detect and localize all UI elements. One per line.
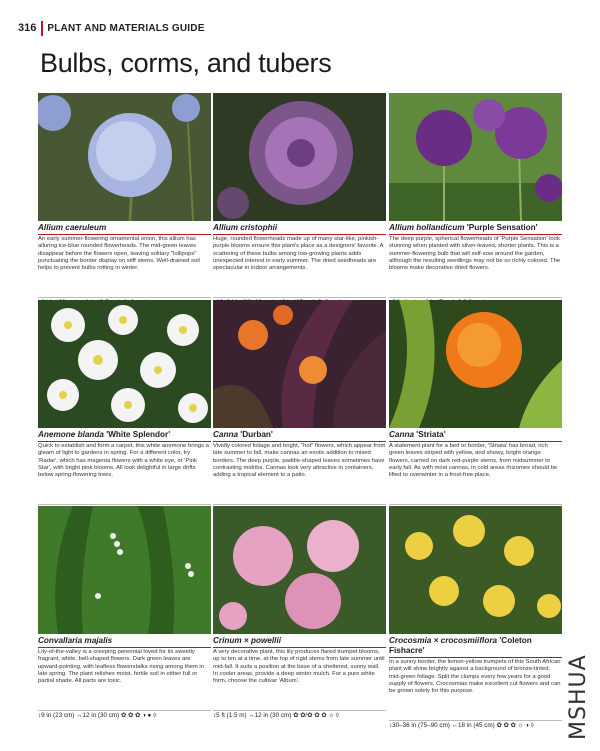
plant-card bbox=[389, 300, 562, 513]
plant-description: The deep purple, spherical flowerheads of 'Purple Sensation' look stunning when planted with silver-leaved, shorter plants. This is a summer-flowering bulb that will self-sow around the garden, although the resulting seedlings may not be so richly colored. The blooms make decorative dried flowers. bbox=[389, 236, 561, 272]
plant-card bbox=[213, 506, 386, 719]
plant-cultivar: 'White Splendor' bbox=[103, 430, 171, 439]
plant-cultivar: 'Purple Sensation' bbox=[464, 223, 538, 232]
plant-card bbox=[38, 506, 211, 719]
plant-name: Allium caeruleum bbox=[38, 223, 107, 232]
plant-description: Vividly colored foliage and bright, "hot" flowers, which appear from late summer to fall, make cannas an exotic addition to mixed borders. The deep purple, paddle-shaped leaves sometimes have contrasting midribs. Cannas look very attractive in containers, adding a tropical element to a patio. bbox=[213, 443, 386, 479]
plant-name: Anemone blanda bbox=[38, 430, 104, 439]
plant-photo bbox=[213, 300, 386, 428]
plant-description: In a sunny border, the lemon-yellow trumpets of this South African plant will shine brightly against a background of bronze-tinted, mid-green foliage. Split the clumps every few years for a good supply of flowers. Crocosmias make excellent cut flowers and can be grown solely for this purpose. bbox=[389, 659, 561, 695]
plant-photo bbox=[389, 300, 562, 428]
plant-name: Allium cristophii bbox=[213, 223, 278, 232]
plant-card bbox=[38, 300, 211, 513]
plant-photo bbox=[389, 93, 562, 221]
plant-name: Canna bbox=[389, 430, 415, 439]
plant-photo bbox=[38, 300, 211, 428]
plant-cultivar: 'Coleton Fishacre' bbox=[389, 636, 532, 655]
watermark: MSHUA bbox=[566, 654, 591, 740]
plant-card bbox=[213, 300, 386, 513]
plant-photo bbox=[38, 506, 211, 634]
page-number: 316 bbox=[18, 22, 37, 34]
page-header bbox=[18, 20, 205, 36]
plant-card bbox=[389, 93, 562, 306]
plant-description: Quick to establish and form a carpet, this white anemone brings a gleam of light to gardens in spring. For a different color, try 'Radar', which has magenta flowers with a white eye, or 'Pink Star', with bright pink blooms. All look delightful in large drifts below spring-flowering trees. bbox=[38, 443, 209, 479]
plant-stats: ↕5 ft (1.5 m) ↔12 in (30 cm) ✿ ✿/✿ ✿ ✿ ☼ ◊ bbox=[213, 710, 386, 719]
plant-description: A statement plant for a bed or border, 'Striata' has broad, rich green leaves striped with yellow, and showy, bright orange flowers, carried on dark red-purple stems, from midsummer to early fall. As with most cannas, in cold areas rhizomes should be lifted to overwinter in a frost-free place. bbox=[389, 443, 558, 479]
plant-description: Lily-of-the-valley is a creeping perennial loved for its sweetly fragrant, white, bell-shaped flowers. Dark green leaves are upward-pointing, with leafless flowerstalks rising among them in late spring. The plant relishes moist, fertile soil in either full or partial shade. All parts are toxic. bbox=[38, 649, 204, 685]
plant-description: Huge, rounded flowerheads made up of many star-like, pinkish-purple blooms ensure this plant's place as a designers' favorite. A scattering of these bulbs among low-growing plants adds unexpected interest in early summer. The dried seedheads are spectacular in indoor arrangements. bbox=[213, 236, 384, 272]
plant-cultivar: 'Striata' bbox=[414, 430, 446, 439]
plant-description: An early summer-flowering ornamental onion, this allium has alluring ice-blue rounded flowerheads. The mid-green leaves disappear before the flowers open, leaving solitary "lollipops" punctuating the border display on stiff stems. Well-drained soil helps to prevent bulbs rotting in winter. bbox=[38, 236, 200, 272]
plant-stats: ↕9 in (23 cm) ↔12 in (30 cm) ✿ ✿ ✿ ◑ ● ◊ bbox=[38, 710, 211, 719]
plant-card bbox=[38, 93, 211, 306]
plant-description: A very decorative plant, this lily produces flared trumpet blooms, up to ten at a time, at the top of rigid stems from late summer until mid-fall. It suits a position at the base of a sheltered, sunny wall. In cooler areas, provide a deep winter mulch. For a pure white form, choose the cultivar 'Album'. bbox=[213, 649, 385, 685]
plant-name: Convallaria majalis bbox=[38, 636, 113, 645]
plant-photo bbox=[213, 93, 386, 221]
header-divider bbox=[41, 21, 43, 36]
section-title: PLANT AND MATERIALS GUIDE bbox=[47, 22, 205, 34]
plant-card bbox=[389, 506, 562, 729]
plant-name: Canna bbox=[213, 430, 239, 439]
plant-name: Crocosmia × crocosmiiflora bbox=[389, 636, 498, 645]
plant-card bbox=[213, 93, 386, 306]
plant-name: Crinum × powellii bbox=[213, 636, 282, 645]
plant-photo bbox=[213, 506, 386, 634]
plant-photo bbox=[389, 506, 562, 634]
plant-cultivar: 'Durban' bbox=[238, 430, 273, 439]
page-title: Bulbs, corms, and tubers bbox=[40, 48, 332, 78]
plant-stats: ↕30–36 in (75–90 cm) ↔18 in (45 cm) ✿ ✿ ✿ ☼ ◑ ◊ bbox=[389, 720, 562, 729]
plant-photo bbox=[38, 93, 211, 221]
plant-name: Allium hollandicum bbox=[389, 223, 465, 232]
